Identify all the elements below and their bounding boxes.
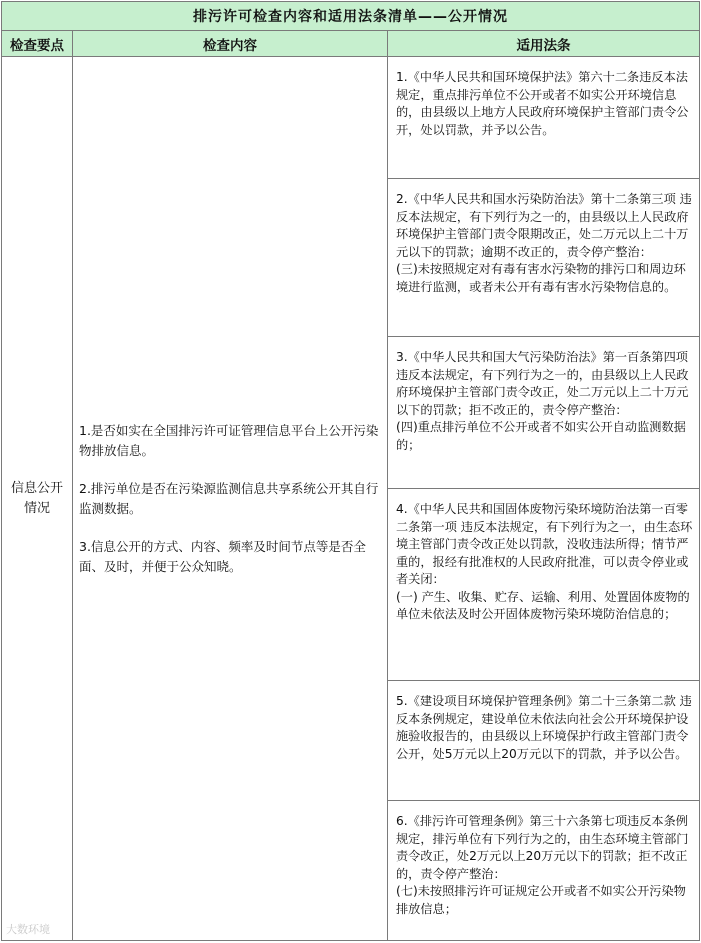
law-item-5: 5.《建设项目环境保护管理条例》第二十三条第二款 违反本条例规定，建设单位未依法向社会公开环境保护设施验收报告的，由县级以上环境保护行政主管部门责令公开，处5万元以上20万元以下的罚款，并予以公告。	[388, 681, 700, 801]
header-applicable-law: 适用法条	[388, 31, 700, 57]
check-point-cell	[2, 57, 73, 941]
law-item-4: 4.《中华人民共和国固体废物污染环境防治法第一百零二条第一项 违反本法规定，有下列行为之一，由生态环境主管部门责令改正处以罚款，没收违法所得；情节严重的，报经有批准权的人民政府批准，可以责令停业或者关闭： (一) 产生、收集、贮存、运输、利用、处置固体废物的单位未依法及时公开固体废物污染环境防治信息的；	[388, 489, 700, 681]
check-content-cell	[73, 57, 388, 941]
header-check-point: 检查要点	[2, 31, 73, 57]
header-check-content: 检查内容	[73, 31, 388, 57]
law-checklist-table	[1, 1, 700, 941]
content-item-2: 2.排污单位是否在污染源监测信息共享系统公开其自行监测数据。	[79, 480, 379, 516]
law-item-1: 1.《中华人民共和国环境保护法》第六十二条违反本法规定，重点排污单位不公开或者不如实公开环境信息的，由县级以上地方人民政府环境保护主管部门责令公开，处以罚款，并予以公告。	[388, 57, 700, 179]
law-item-2: 2.《中华人民共和国水污染防治法》第十二条第三项 违反本法规定，有下列行为之一的，由县级以上人民政府环境保护主管部门责令限期改正，处二万元以上二十万元以下的罚款；逾期不改正的，责令停产整治： (三)未按照规定对有毒有害水污染物的排污口和周边环境进行监测，或者未公开有毒有害水污染物信息的。	[388, 179, 700, 337]
law-item-3: 3.《中华人民共和国大气污染防治法》第一百条第四项 违反本法规定，有下列行为之一的，由县级以上人民政府环境保护主管部门责令改正，处二万元以上二十万元以下的罚款；拒不改正的，责令停产整治： (四)重点排污单位不公开或者不如实公开自动监测数据的；	[388, 337, 700, 489]
content-item-1: 1.是否如实在全国排污许可证管理信息平台上公开污染物排放信息。	[79, 422, 379, 458]
watermark: 大数环境	[6, 923, 50, 936]
law-item-6: 6.《排污许可管理条例》第三十六条第七项违反本条例规定，排污单位有下列行为之的，由生态环境主管部门责令改正，处2万元以上20万元以下的罚款；拒不改正的，责令停产整治： (七)未按照排污许可证规定公开或者不如实公开污染物排放信息；	[388, 801, 700, 941]
content-item-3: 3.信息公开的方式、内容、频率及时间节点等是否全面、及时，并便于公众知晓。	[79, 538, 366, 574]
check-point-text: 信息公开 情况	[10, 480, 63, 516]
table-title: 排污许可检查内容和适用法条清单——公开情况	[2, 2, 700, 31]
